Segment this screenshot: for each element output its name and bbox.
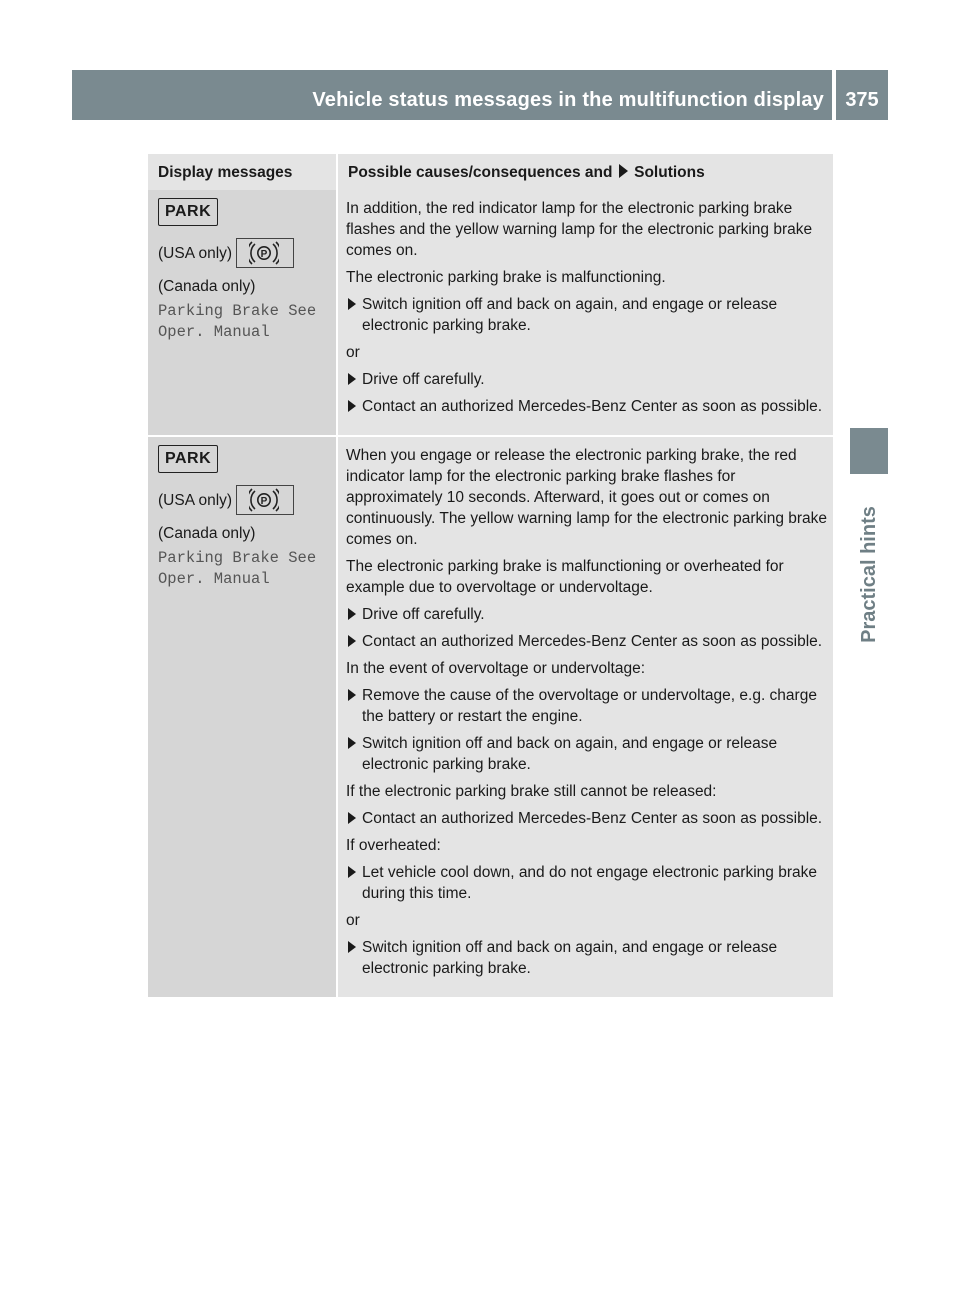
usa-only-label: (USA only) [158, 244, 233, 262]
parking-brake-indicator-icon [236, 485, 294, 515]
canada-only-label: (Canada only) [158, 525, 256, 542]
table-header-row [148, 154, 833, 190]
display-text [158, 301, 330, 343]
step-text: Contact an authorized Mercedes-Benz Center as soon as possible. [362, 633, 823, 650]
section-tab-marker [850, 428, 888, 474]
action-step [346, 604, 829, 625]
arrow-bullet-icon [348, 373, 356, 385]
action-step [346, 631, 829, 652]
table-row [148, 436, 833, 997]
step-text: Drive off carefully. [362, 371, 485, 388]
paragraph: If the electronic parking brake still cannot be released: [346, 783, 717, 800]
column-header-solutions [337, 154, 833, 190]
paragraph: In the event of overvoltage or undervoltage: [346, 660, 646, 677]
paragraph: If overheated: [346, 837, 441, 854]
arrow-bullet-icon [348, 298, 356, 310]
arrow-bullet-icon [348, 400, 356, 412]
display-text-line: Parking Brake See [158, 549, 317, 567]
section-tab-label: Practical hints [857, 505, 880, 643]
display-text-line: Oper. Manual [158, 323, 270, 341]
step-text: Contact an authorized Mercedes-Benz Center as soon as possible. [362, 810, 823, 827]
parking-brake-indicator-icon [236, 238, 294, 268]
arrow-icon [619, 164, 628, 178]
page-number: 375 [836, 70, 888, 120]
action-step [346, 294, 829, 336]
step-text: Switch ignition off and back on again, and engage or release electronic parking brake. [362, 735, 778, 773]
step-text: Let vehicle cool down, and do not engage electronic parking brake during this time. [362, 864, 817, 902]
paragraph: The electronic parking brake is malfunctioning or overheated for example due to overvoltage or undervoltage. [346, 558, 784, 596]
messages-table [148, 154, 833, 997]
table-row [148, 190, 833, 436]
display-message-cell [148, 436, 337, 997]
solutions-cell [337, 190, 833, 436]
action-step [346, 808, 829, 829]
usa-only-line [158, 485, 330, 515]
step-text: Contact an authorized Mercedes-Benz Center as soon as possible. [362, 398, 823, 415]
column-header-suffix: Solutions [634, 163, 705, 181]
solutions-cell [337, 436, 833, 997]
action-step [346, 369, 829, 390]
display-message-cell [148, 190, 337, 436]
canada-only-label: (Canada only) [158, 278, 256, 295]
column-header-display-messages: Display messages [148, 154, 337, 190]
arrow-bullet-icon [348, 941, 356, 953]
arrow-bullet-icon [348, 689, 356, 701]
paragraph: In addition, the red indicator lamp for the electronic parking brake flashes and the yellow warning lamp for the electronic parking brake comes on. [346, 200, 813, 259]
paragraph: When you engage or release the electronic parking brake, the red indicator lamp for the electronic parking brake flashes for approximately 10 seconds. Afterward, it goes out or comes on continuously. The yellow warning lamp for the electronic parking brake comes on. [346, 447, 828, 548]
paragraph: The electronic parking brake is malfunctioning. [346, 269, 666, 286]
display-text [158, 548, 330, 590]
action-step [346, 396, 829, 417]
action-step [346, 937, 829, 979]
arrow-bullet-icon [348, 812, 356, 824]
step-text: Switch ignition off and back on again, and engage or release electronic parking brake. [362, 939, 778, 977]
display-text-line: Parking Brake See [158, 302, 317, 320]
action-step [346, 862, 829, 904]
section-tab [850, 474, 888, 674]
usa-only-line [158, 238, 330, 268]
paragraph: or [346, 344, 360, 361]
page-title: Vehicle status messages in the multifunction display [312, 89, 824, 111]
display-text-line: Oper. Manual [158, 570, 270, 588]
svg-text:P: P [260, 496, 268, 507]
svg-text:P: P [260, 249, 268, 260]
usa-only-label: (USA only) [158, 491, 233, 509]
park-warning-icon: PARK [158, 198, 218, 226]
arrow-bullet-icon [348, 866, 356, 878]
column-header-prefix: Possible causes/consequences and [348, 163, 613, 181]
step-text: Remove the cause of the overvoltage or undervoltage, e.g. charge the battery or restart the engine. [362, 687, 817, 725]
step-text: Drive off carefully. [362, 606, 485, 623]
arrow-bullet-icon [348, 635, 356, 647]
park-warning-icon: PARK [158, 445, 218, 473]
step-text: Switch ignition off and back on again, and engage or release electronic parking brake. [362, 296, 778, 334]
action-step [346, 733, 829, 775]
action-step [346, 685, 829, 727]
paragraph: or [346, 912, 360, 929]
arrow-bullet-icon [348, 737, 356, 749]
arrow-bullet-icon [348, 608, 356, 620]
